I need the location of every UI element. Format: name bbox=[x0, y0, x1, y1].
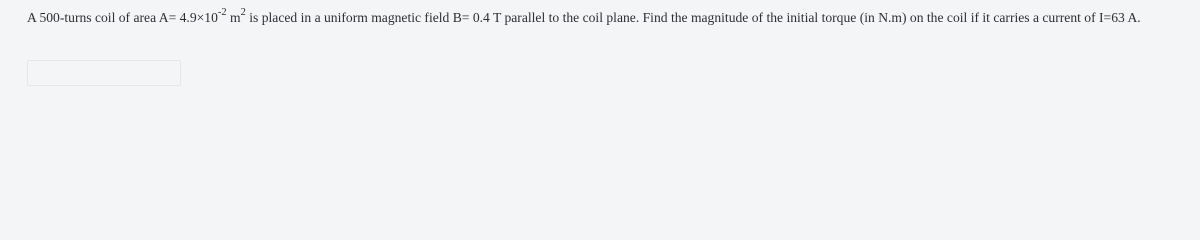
answer-input[interactable] bbox=[27, 60, 181, 86]
question-text-part-1: A 500-turns coil of area A= 4.9×10 bbox=[27, 10, 218, 25]
question-text-part-2: m bbox=[226, 10, 241, 25]
question-text-part-3: is placed in a uniform magnetic field B= 0.4 T parallel to the coil plane. Find the magnitude of the initial torque (in N.m) on the coil if it carries a current of I=63 A. bbox=[245, 10, 1141, 25]
question-text bbox=[27, 8, 1187, 28]
unit-exponent: 2 bbox=[240, 7, 246, 19]
area-exponent: -2 bbox=[217, 7, 227, 19]
